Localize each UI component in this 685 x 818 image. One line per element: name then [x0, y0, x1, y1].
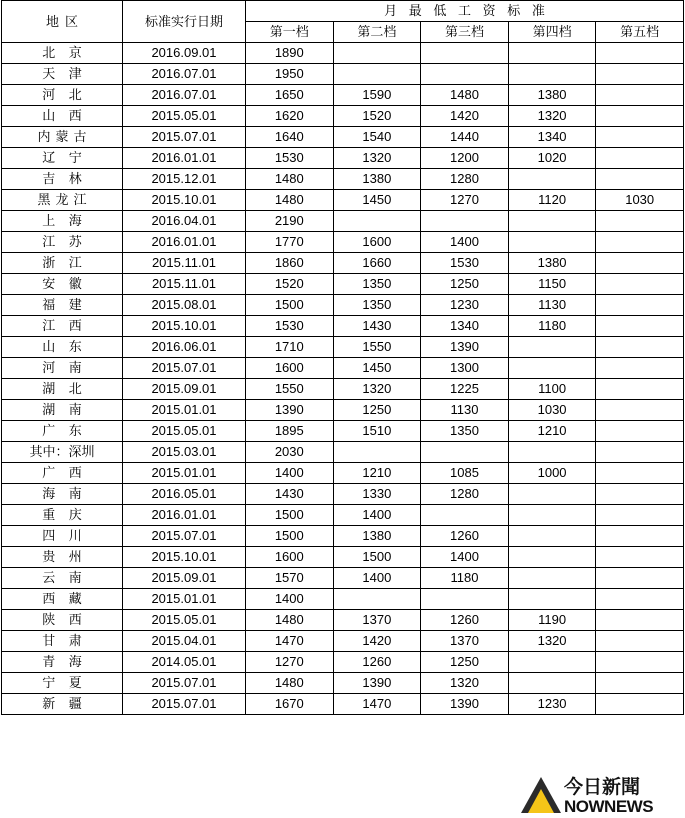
wage-tier-1-cell: 1480: [246, 673, 334, 694]
wage-tier-4-cell: [508, 64, 596, 85]
region-cell: 江 西: [2, 316, 123, 337]
wage-tier-2-cell: 1350: [333, 274, 421, 295]
wage-tier-2-cell: 1430: [333, 316, 421, 337]
region-cell: 西 藏: [2, 589, 123, 610]
wage-tier-4-cell: [508, 568, 596, 589]
date-cell: 2015.01.01: [123, 400, 246, 421]
wage-tier-2-cell: 1350: [333, 295, 421, 316]
wage-tier-3-cell: 1390: [421, 337, 509, 358]
region-cell: 江 苏: [2, 232, 123, 253]
wage-tier-2-cell: 1550: [333, 337, 421, 358]
wage-tier-5-cell: [596, 253, 684, 274]
wage-tier-3-cell: [421, 442, 509, 463]
table-row: [2, 421, 684, 442]
wage-tier-2-cell: 1450: [333, 190, 421, 211]
region-cell: 内蒙古: [2, 127, 123, 148]
wage-tier-3-cell: 1250: [421, 652, 509, 673]
wage-tier-5-cell: [596, 295, 684, 316]
wage-tier-4-cell: 1190: [508, 610, 596, 631]
wage-tier-3-cell: 1250: [421, 274, 509, 295]
region-cell: 宁 夏: [2, 673, 123, 694]
wage-tier-4-cell: [508, 232, 596, 253]
wage-tier-2-cell: 1250: [333, 400, 421, 421]
date-cell: 2015.03.01: [123, 442, 246, 463]
wage-tier-2-cell: 1320: [333, 148, 421, 169]
wage-tier-1-cell: 1550: [246, 379, 334, 400]
table-row: [2, 547, 684, 568]
table-row: [2, 169, 684, 190]
wage-tier-5-cell: [596, 673, 684, 694]
wage-tier-1-cell: 1400: [246, 463, 334, 484]
wage-tier-5-cell: [596, 148, 684, 169]
date-cell: 2015.11.01: [123, 274, 246, 295]
region-cell: 北 京: [2, 43, 123, 64]
table-row: [2, 295, 684, 316]
region-cell: 新 疆: [2, 694, 123, 715]
wage-tier-3-cell: 1180: [421, 568, 509, 589]
wage-tier-5-cell: [596, 211, 684, 232]
region-cell: 湖 南: [2, 400, 123, 421]
date-cell: 2015.05.01: [123, 421, 246, 442]
date-cell: 2015.10.01: [123, 316, 246, 337]
wage-tier-2-cell: 1380: [333, 526, 421, 547]
wage-tier-1-cell: 1500: [246, 295, 334, 316]
wage-tier-1-cell: 1640: [246, 127, 334, 148]
wage-tier-4-cell: 1380: [508, 85, 596, 106]
wage-tier-3-cell: 1225: [421, 379, 509, 400]
wage-tier-5-cell: [596, 610, 684, 631]
header-row-top: [2, 1, 684, 22]
wage-tier-1-cell: 2190: [246, 211, 334, 232]
date-cell: 2016.01.01: [123, 148, 246, 169]
wage-tier-3-cell: 1260: [421, 526, 509, 547]
wage-tier-4-cell: 1230: [508, 694, 596, 715]
table-row: [2, 64, 684, 85]
date-cell: 2015.10.01: [123, 547, 246, 568]
wage-tier-1-cell: 1500: [246, 505, 334, 526]
wage-tier-2-cell: 1590: [333, 85, 421, 106]
date-cell: 2015.05.01: [123, 610, 246, 631]
table-row: [2, 442, 684, 463]
wage-tier-5-cell: [596, 652, 684, 673]
wage-tier-1-cell: 1620: [246, 106, 334, 127]
wage-tier-3-cell: 1130: [421, 400, 509, 421]
region-cell: 浙 江: [2, 253, 123, 274]
wage-tier-5-cell: [596, 589, 684, 610]
wage-tier-2-cell: 1470: [333, 694, 421, 715]
wage-tier-4-cell: [508, 547, 596, 568]
date-cell: 2016.07.01: [123, 85, 246, 106]
header-tier-2: 第二档: [333, 22, 421, 43]
wage-tier-4-cell: 1380: [508, 253, 596, 274]
region-cell: 辽 宁: [2, 148, 123, 169]
wage-tier-5-cell: [596, 43, 684, 64]
date-cell: 2015.10.01: [123, 190, 246, 211]
wage-tier-4-cell: [508, 337, 596, 358]
date-cell: 2015.07.01: [123, 694, 246, 715]
table-body: [2, 43, 684, 715]
wage-tier-3-cell: [421, 211, 509, 232]
wage-tier-5-cell: [596, 547, 684, 568]
date-cell: 2015.07.01: [123, 358, 246, 379]
wage-tier-4-cell: 1150: [508, 274, 596, 295]
table-row: [2, 232, 684, 253]
table-row: [2, 631, 684, 652]
region-cell: 湖 北: [2, 379, 123, 400]
table-row: [2, 127, 684, 148]
region-cell: 贵 州: [2, 547, 123, 568]
wage-tier-3-cell: 1530: [421, 253, 509, 274]
wage-tier-3-cell: 1280: [421, 169, 509, 190]
wage-tier-1-cell: 1600: [246, 547, 334, 568]
wage-tier-5-cell: [596, 337, 684, 358]
region-cell: 吉 林: [2, 169, 123, 190]
header-tier-5: 第五档: [596, 22, 684, 43]
wage-tier-5-cell: [596, 169, 684, 190]
wage-tier-2-cell: [333, 589, 421, 610]
date-cell: 2015.09.01: [123, 379, 246, 400]
wage-tier-3-cell: [421, 64, 509, 85]
wage-tier-5-cell: [596, 694, 684, 715]
wage-tier-4-cell: [508, 505, 596, 526]
wage-tier-2-cell: 1500: [333, 547, 421, 568]
wage-tier-2-cell: 1330: [333, 484, 421, 505]
wage-tier-3-cell: 1400: [421, 547, 509, 568]
wage-tier-4-cell: [508, 169, 596, 190]
wage-tier-3-cell: 1440: [421, 127, 509, 148]
wage-tier-1-cell: 1520: [246, 274, 334, 295]
wage-tier-4-cell: 1030: [508, 400, 596, 421]
date-cell: 2016.01.01: [123, 505, 246, 526]
nownews-watermark: [521, 776, 681, 816]
wage-tier-1-cell: 1530: [246, 148, 334, 169]
wage-tier-2-cell: 1540: [333, 127, 421, 148]
wage-tier-4-cell: [508, 484, 596, 505]
wage-tier-5-cell: [596, 127, 684, 148]
wage-tier-2-cell: [333, 64, 421, 85]
wage-tier-2-cell: 1400: [333, 505, 421, 526]
wage-tier-2-cell: 1600: [333, 232, 421, 253]
wage-tier-5-cell: [596, 568, 684, 589]
table-row: [2, 379, 684, 400]
date-cell: 2015.04.01: [123, 631, 246, 652]
wage-tier-1-cell: 1860: [246, 253, 334, 274]
wage-tier-3-cell: 1300: [421, 358, 509, 379]
region-cell: 山 西: [2, 106, 123, 127]
wage-tier-1-cell: 1480: [246, 610, 334, 631]
header-date: 标准实行日期: [123, 1, 246, 43]
wage-tier-3-cell: 1370: [421, 631, 509, 652]
wage-tier-1-cell: 1400: [246, 589, 334, 610]
header-region: 地区: [2, 1, 123, 43]
region-cell: 河 南: [2, 358, 123, 379]
wage-tier-4-cell: [508, 211, 596, 232]
wage-tier-1-cell: 1570: [246, 568, 334, 589]
wage-tier-3-cell: 1350: [421, 421, 509, 442]
date-cell: 2016.05.01: [123, 484, 246, 505]
wage-tier-4-cell: 1320: [508, 106, 596, 127]
wage-tier-2-cell: [333, 442, 421, 463]
table-row: [2, 85, 684, 106]
wage-tier-5-cell: [596, 484, 684, 505]
region-cell: 河 北: [2, 85, 123, 106]
wage-tier-3-cell: 1400: [421, 232, 509, 253]
wage-tier-1-cell: 2030: [246, 442, 334, 463]
wage-tier-2-cell: 1320: [333, 379, 421, 400]
wage-tier-3-cell: [421, 589, 509, 610]
wage-tier-4-cell: 1130: [508, 295, 596, 316]
table-row: [2, 400, 684, 421]
wage-tier-1-cell: 1270: [246, 652, 334, 673]
wage-tier-3-cell: 1390: [421, 694, 509, 715]
region-cell: 天 津: [2, 64, 123, 85]
wage-tier-5-cell: [596, 85, 684, 106]
table-row: [2, 589, 684, 610]
wage-tier-5-cell: [596, 232, 684, 253]
wage-tier-1-cell: 1480: [246, 190, 334, 211]
header-wage-standard: 月 最 低 工 资 标 准: [246, 1, 684, 22]
wage-tier-4-cell: 1340: [508, 127, 596, 148]
region-cell: 广 东: [2, 421, 123, 442]
wage-tier-5-cell: [596, 379, 684, 400]
wage-tier-2-cell: 1660: [333, 253, 421, 274]
wage-tier-3-cell: 1260: [421, 610, 509, 631]
table-row: [2, 610, 684, 631]
wage-tier-5-cell: [596, 421, 684, 442]
header-tier-4: 第四档: [508, 22, 596, 43]
wage-tier-2-cell: 1400: [333, 568, 421, 589]
wage-tier-4-cell: [508, 652, 596, 673]
table-row: [2, 106, 684, 127]
wage-tier-3-cell: 1270: [421, 190, 509, 211]
watermark-en-text: NOWNEWS: [564, 796, 654, 816]
wage-tier-1-cell: 1470: [246, 631, 334, 652]
wage-tier-3-cell: [421, 505, 509, 526]
region-cell: 山 东: [2, 337, 123, 358]
wage-tier-4-cell: 1180: [508, 316, 596, 337]
table-row: [2, 148, 684, 169]
wage-tier-1-cell: 1890: [246, 43, 334, 64]
table-row: [2, 673, 684, 694]
nownews-logo-icon: [521, 777, 561, 815]
wage-tier-2-cell: [333, 211, 421, 232]
table-row: [2, 274, 684, 295]
table-row: [2, 652, 684, 673]
date-cell: 2015.08.01: [123, 295, 246, 316]
date-cell: 2016.04.01: [123, 211, 246, 232]
wage-tier-5-cell: 1030: [596, 190, 684, 211]
wage-tier-4-cell: [508, 358, 596, 379]
region-cell: 重 庆: [2, 505, 123, 526]
wage-tier-5-cell: [596, 274, 684, 295]
wage-tier-2-cell: 1370: [333, 610, 421, 631]
date-cell: 2015.12.01: [123, 169, 246, 190]
wage-tier-2-cell: 1390: [333, 673, 421, 694]
wage-tier-4-cell: 1210: [508, 421, 596, 442]
wage-tier-5-cell: [596, 526, 684, 547]
wage-tier-4-cell: 1020: [508, 148, 596, 169]
table-row: [2, 337, 684, 358]
wage-tier-1-cell: 1670: [246, 694, 334, 715]
wage-tier-1-cell: 1480: [246, 169, 334, 190]
wage-tier-5-cell: [596, 316, 684, 337]
region-cell: 青 海: [2, 652, 123, 673]
table-row: [2, 526, 684, 547]
region-cell: 陕 西: [2, 610, 123, 631]
table-row: [2, 463, 684, 484]
wage-tier-5-cell: [596, 463, 684, 484]
wage-tier-4-cell: [508, 442, 596, 463]
wage-tier-5-cell: [596, 106, 684, 127]
wage-tier-2-cell: 1380: [333, 169, 421, 190]
date-cell: 2015.07.01: [123, 673, 246, 694]
wage-tier-2-cell: 1420: [333, 631, 421, 652]
wage-tier-3-cell: [421, 43, 509, 64]
watermark-cn-text: 今日新聞: [564, 778, 653, 797]
date-cell: 2016.07.01: [123, 64, 246, 85]
date-cell: 2015.07.01: [123, 526, 246, 547]
wage-tier-3-cell: 1085: [421, 463, 509, 484]
wage-tier-3-cell: 1480: [421, 85, 509, 106]
header-tier-3: 第三档: [421, 22, 509, 43]
table-row: [2, 253, 684, 274]
table-row: [2, 316, 684, 337]
wage-tier-5-cell: [596, 64, 684, 85]
wage-tier-5-cell: [596, 400, 684, 421]
date-cell: 2016.06.01: [123, 337, 246, 358]
wage-tier-2-cell: 1510: [333, 421, 421, 442]
region-cell: 云 南: [2, 568, 123, 589]
wage-tier-4-cell: 1100: [508, 379, 596, 400]
wage-tier-3-cell: 1280: [421, 484, 509, 505]
wage-tier-2-cell: 1260: [333, 652, 421, 673]
wage-tier-1-cell: 1390: [246, 400, 334, 421]
region-cell: 上 海: [2, 211, 123, 232]
date-cell: 2015.11.01: [123, 253, 246, 274]
wage-tier-1-cell: 1710: [246, 337, 334, 358]
region-cell: 甘 肃: [2, 631, 123, 652]
minimum-wage-table: [1, 0, 684, 715]
wage-tier-5-cell: [596, 358, 684, 379]
wage-tier-1-cell: 1600: [246, 358, 334, 379]
date-cell: 2015.09.01: [123, 568, 246, 589]
wage-tier-4-cell: 1120: [508, 190, 596, 211]
date-cell: 2016.01.01: [123, 232, 246, 253]
region-cell: 海 南: [2, 484, 123, 505]
table-row: [2, 505, 684, 526]
wage-tier-4-cell: 1320: [508, 631, 596, 652]
wage-tier-4-cell: [508, 589, 596, 610]
wage-tier-2-cell: 1210: [333, 463, 421, 484]
table-row: [2, 190, 684, 211]
table-row: [2, 211, 684, 232]
date-cell: 2015.01.01: [123, 589, 246, 610]
region-cell: 广 西: [2, 463, 123, 484]
table-row: [2, 568, 684, 589]
wage-tier-1-cell: 1530: [246, 316, 334, 337]
wage-tier-2-cell: [333, 43, 421, 64]
table-row: [2, 694, 684, 715]
header-tier-1: 第一档: [246, 22, 334, 43]
region-cell: 四 川: [2, 526, 123, 547]
date-cell: 2014.05.01: [123, 652, 246, 673]
date-cell: 2016.09.01: [123, 43, 246, 64]
table-row: [2, 358, 684, 379]
region-cell: 福 建: [2, 295, 123, 316]
date-cell: 2015.05.01: [123, 106, 246, 127]
wage-tier-4-cell: [508, 43, 596, 64]
table-header: [2, 1, 684, 43]
date-cell: 2015.07.01: [123, 127, 246, 148]
wage-tier-5-cell: [596, 631, 684, 652]
wage-tier-4-cell: 1000: [508, 463, 596, 484]
wage-tier-3-cell: 1340: [421, 316, 509, 337]
wage-tier-1-cell: 1950: [246, 64, 334, 85]
region-cell: 黑龙江: [2, 190, 123, 211]
date-cell: 2015.01.01: [123, 463, 246, 484]
wage-tier-4-cell: [508, 673, 596, 694]
wage-tier-2-cell: 1450: [333, 358, 421, 379]
wage-tier-5-cell: [596, 505, 684, 526]
wage-tier-3-cell: 1420: [421, 106, 509, 127]
wage-tier-1-cell: 1430: [246, 484, 334, 505]
wage-tier-1-cell: 1650: [246, 85, 334, 106]
wage-tier-1-cell: 1500: [246, 526, 334, 547]
wage-tier-1-cell: 1895: [246, 421, 334, 442]
wage-tier-5-cell: [596, 442, 684, 463]
wage-tier-2-cell: 1520: [333, 106, 421, 127]
wage-tier-4-cell: [508, 526, 596, 547]
wage-tier-1-cell: 1770: [246, 232, 334, 253]
wage-tier-3-cell: 1230: [421, 295, 509, 316]
table-row: [2, 484, 684, 505]
region-cell: 其中：深圳: [2, 442, 123, 463]
table-row: [2, 43, 684, 64]
wage-tier-3-cell: 1200: [421, 148, 509, 169]
wage-tier-3-cell: 1320: [421, 673, 509, 694]
region-cell: 安 徽: [2, 274, 123, 295]
